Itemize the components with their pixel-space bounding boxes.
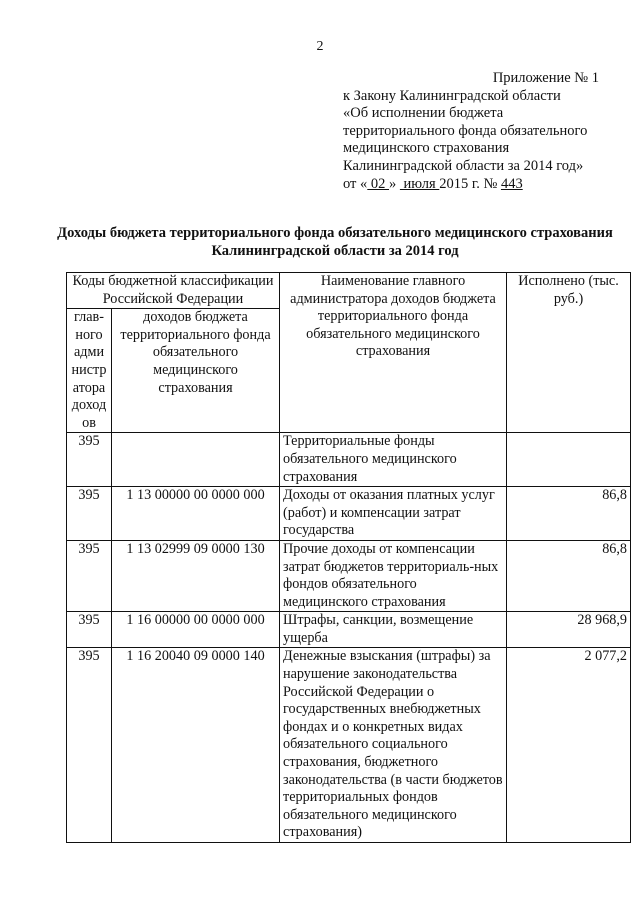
document-title: Доходы бюджета территориального фонда обязательного медицинского страхования Калининградской области за 2014 год [57, 225, 613, 259]
date-year: 2015 г. № [439, 175, 498, 192]
table-row [67, 648, 631, 843]
date-open-quote: « [360, 175, 368, 192]
cell-name: Денежные взыскания (штрафы) за нарушение законодательства Российской Федерации о государственных внебюджетных фондах и о конкретных видах обязательного социального страхования, бюджетного законодательства (в части бюджетов территориальных фондов обязательного медицинского страхования) [280, 648, 507, 843]
appendix-date-line [343, 176, 623, 194]
appendix-block [343, 70, 623, 193]
appendix-line: к Закону Калининградской области [343, 87, 561, 104]
date-prefix: от [343, 175, 357, 192]
appendix-line: Калининградской области за 2014 год» [343, 157, 584, 174]
header-value: Исполнено (тыс. руб.) [507, 273, 631, 433]
document-number: 443 [500, 175, 523, 192]
cell-code: 1 13 00000 00 0000 000 [112, 487, 280, 541]
cell-code: 1 16 00000 00 0000 000 [112, 612, 280, 648]
table-row [67, 433, 631, 487]
cell-admin: 395 [67, 433, 112, 487]
table-row [67, 487, 631, 541]
table-row [67, 612, 631, 648]
appendix-line: «Об исполнении бюджета [343, 105, 504, 122]
table-header-row [67, 273, 631, 309]
cell-admin: 395 [67, 648, 112, 843]
cell-name: Территориальные фонды обязательного медицинского страхования [280, 433, 507, 487]
cell-value: 2 077,2 [507, 648, 631, 843]
cell-name: Штрафы, санкции, возмещение ущерба [280, 612, 507, 648]
cell-value: 28 968,9 [507, 612, 631, 648]
header-income-code: доходов бюджета территориального фонда обязательного медицинского страхования [112, 309, 280, 433]
cell-value: 86,8 [507, 540, 631, 611]
cell-code: 1 13 02999 09 0000 130 [112, 540, 280, 611]
date-month: июля [399, 175, 440, 192]
header-admin: глав-ного адми нистр атора доход ов [67, 309, 112, 433]
cell-code [112, 433, 280, 487]
cell-value [507, 433, 631, 487]
cell-name: Доходы от оказания платных услуг (работ) и компенсации затрат государства [280, 487, 507, 541]
appendix-title: Приложение № 1 [492, 70, 599, 86]
header-name: Наименование главного администратора доходов бюджета территориального фонда обязательного медицинского страхования [280, 273, 507, 433]
cell-name: Прочие доходы от компенсации затрат бюджетов территориаль-ных фондов обязательного медицинского страхования [280, 540, 507, 611]
appendix-line: территориального фонда обязательного [343, 122, 588, 139]
date-day: 02 [367, 175, 390, 192]
table-row [67, 540, 631, 611]
page-number: 2 [316, 39, 324, 54]
budget-table [66, 272, 631, 843]
appendix-line: медицинского страхования [343, 140, 510, 157]
cell-value: 86,8 [507, 487, 631, 541]
cell-admin: 395 [67, 612, 112, 648]
cell-admin: 395 [67, 487, 112, 541]
date-close-quote: » [389, 175, 397, 192]
cell-admin: 395 [67, 540, 112, 611]
cell-code: 1 16 20040 09 0000 140 [112, 648, 280, 843]
header-codes-group: Коды бюджетной классификации Российской Федерации [67, 273, 280, 309]
